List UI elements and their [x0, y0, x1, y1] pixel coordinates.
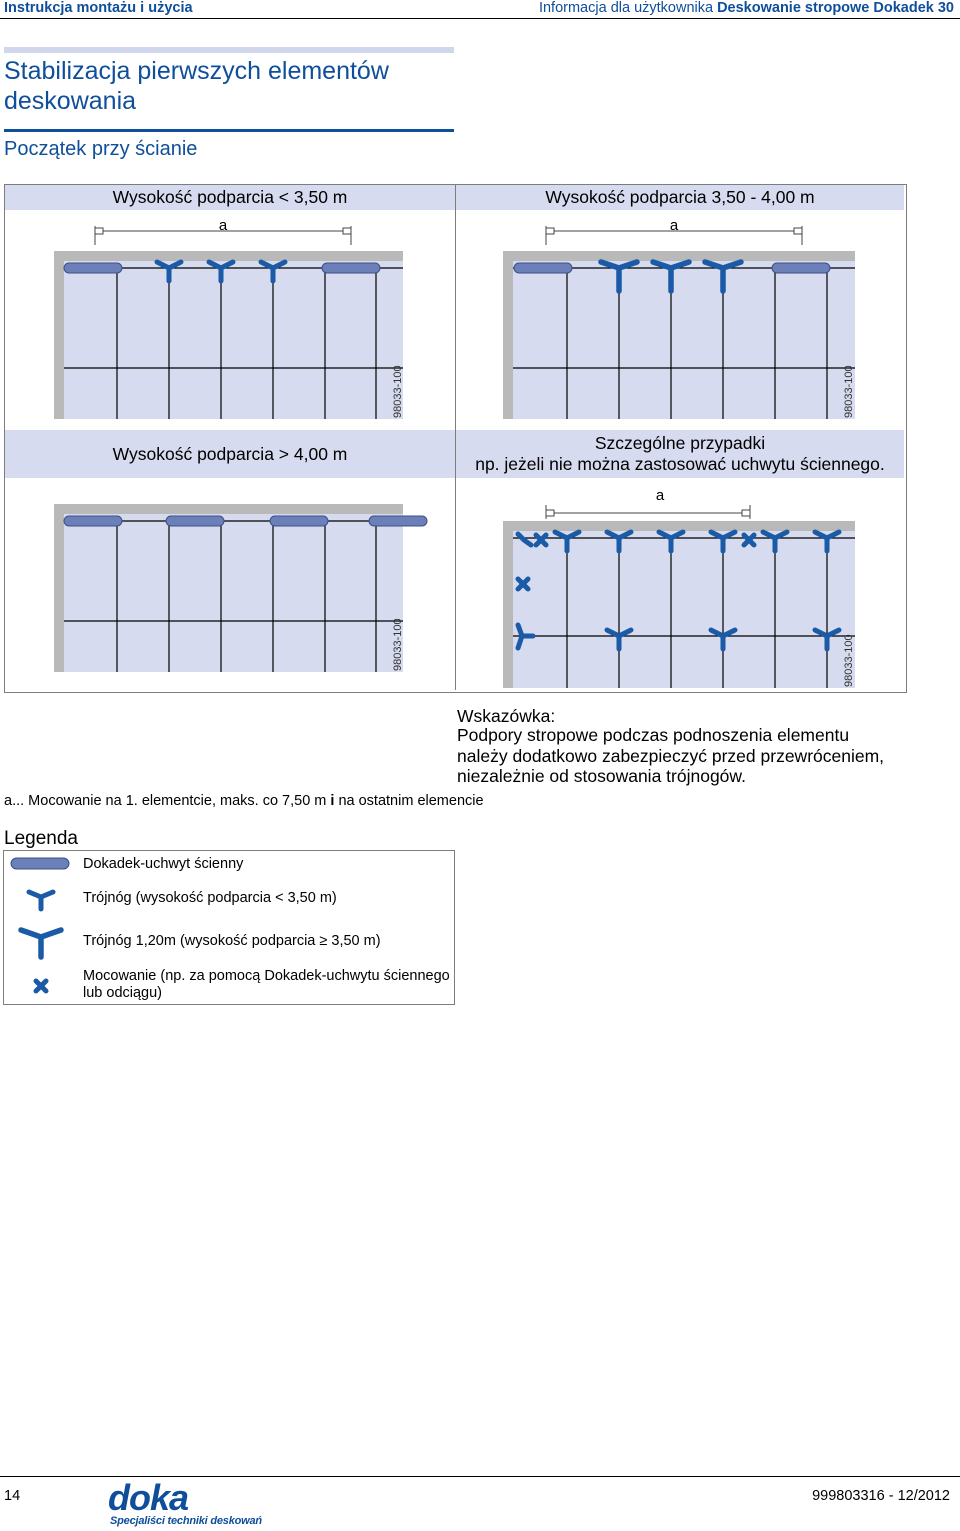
diagram-drawings	[0, 0, 960, 700]
panel2-diagram	[503, 226, 855, 419]
legend-item-tripod-large: Trójnóg 1,20m (wysokość podparcia ≥ 3,50 m)	[83, 933, 381, 949]
footer-rule	[0, 1476, 960, 1477]
header-prefix: Informacja dla użytkownika	[538, 0, 718, 16]
legend-item-tripod-small: Trójnóg (wysokość podparcia < 3,50 m)	[83, 890, 337, 906]
panel4-dim-label: a	[655, 487, 665, 504]
panel2-heading: Wysokość podparcia 3,50 - 4,00 m	[456, 185, 904, 210]
note-suffix: na ostatnim elemencie	[334, 793, 484, 809]
logo-tagline: Specjaliści techniki deskowań	[110, 1515, 262, 1527]
panel4-fig-code: 98033-100	[843, 634, 855, 687]
legend-icons	[0, 850, 80, 1005]
legend-item-fixing: Mocowanie (np. za pomocą Dokadek-uchwytu ściennego lub odciągu)	[83, 968, 450, 1001]
panel3-fig-code: 98033-100	[392, 618, 404, 671]
tripod-large-icon	[21, 930, 61, 957]
panel2-fig-code: 98033-100	[843, 365, 855, 418]
legend-item-wall-bracket: Dokadek-uchwyt ścienny	[83, 856, 244, 872]
section-subtitle: Początek przy ścianie	[4, 138, 198, 160]
legend-title: Legenda	[4, 828, 78, 849]
tripod-small-icon	[29, 892, 53, 909]
doka-logo-text: doka	[108, 1481, 189, 1515]
hint-title: Wskazówka:	[457, 706, 556, 726]
panel4-diagram	[503, 505, 855, 688]
fixing-x-icon	[36, 981, 46, 991]
panel1-heading: Wysokość podparcia < 3,50 m	[5, 185, 455, 210]
page-title: Stabilizacja pierwszych elementów deskowania	[4, 57, 389, 115]
panel2-dim-label: a	[669, 217, 679, 234]
panel3-diagram	[54, 504, 427, 672]
panel1-diagram	[54, 226, 403, 419]
panel1-fig-code: 98033-100	[392, 365, 404, 418]
header-manual-title: Instrukcja montażu i użycia	[4, 0, 193, 16]
panel4-title: Szczególne przypadki	[594, 433, 766, 453]
dimension-note	[4, 793, 484, 809]
page-number: 14	[4, 1488, 21, 1504]
hint-text: Podpory stropowe podczas podnoszenia elementu należy dodatkowo zabezpieczyć przed przewróceniem, niezależnie od stosowania trójnogów.	[457, 725, 885, 786]
panel3-heading: Wysokość podparcia > 4,00 m	[5, 430, 455, 478]
panel4-subtitle: np. jeżeli nie można zastosować uchwytu ściennego.	[475, 454, 885, 474]
panel1-dim-label: a	[218, 217, 228, 234]
document-number: 999803316 - 12/2012	[812, 1488, 950, 1504]
wall-bracket-icon	[11, 858, 69, 869]
note-bold: i	[330, 793, 335, 809]
doka-logo	[108, 1481, 248, 1515]
note-prefix: a... Mocowanie na 1. elementcie, maks. co 7,50 m	[4, 793, 331, 809]
header-product: Deskowanie stropowe Dokadek 30	[717, 0, 954, 16]
